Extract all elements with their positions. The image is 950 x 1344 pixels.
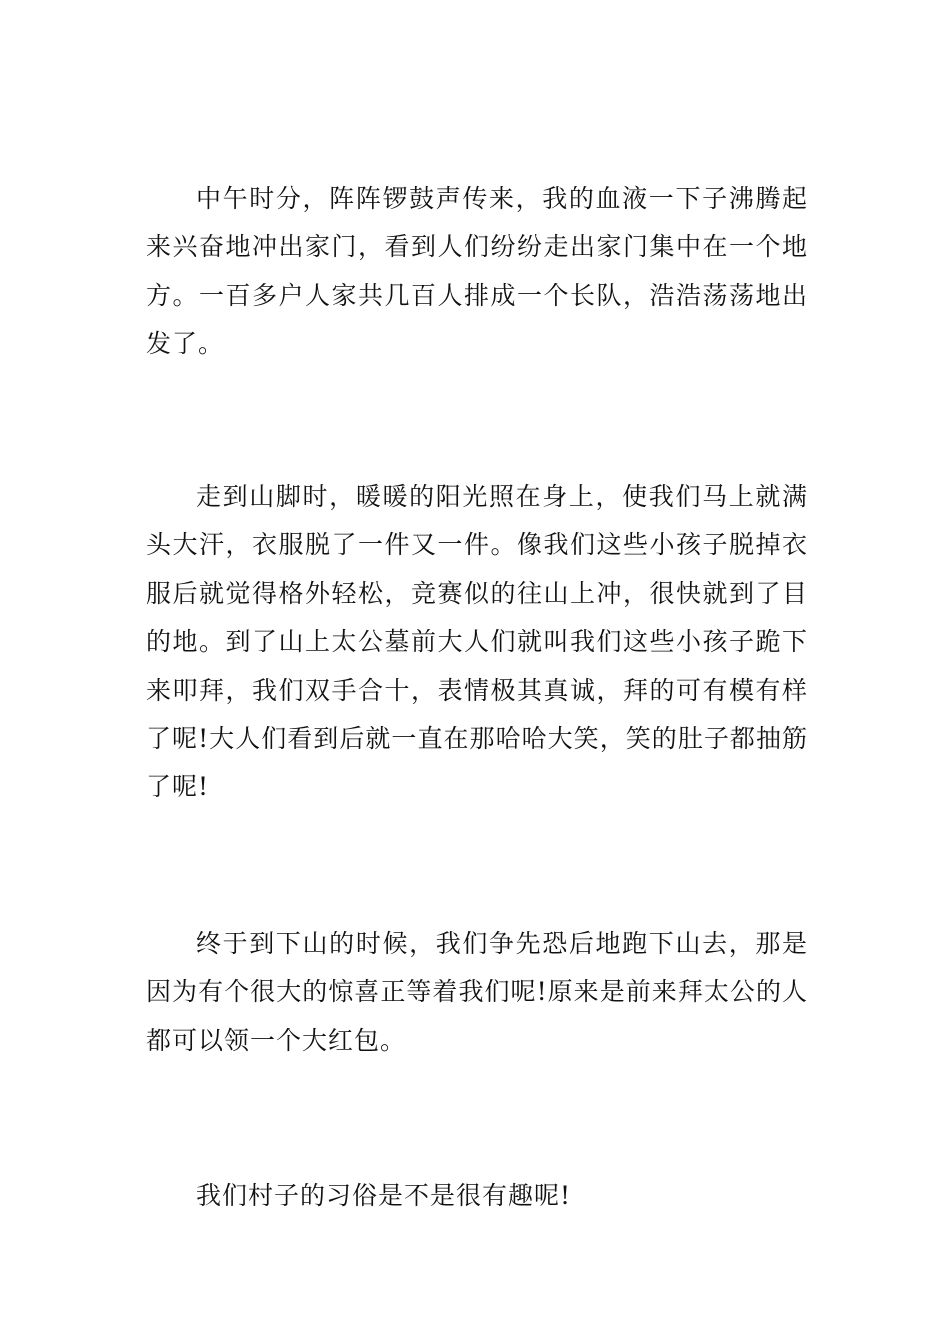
paragraph-red-envelope: 终于到下山的时候，我们争先恐后地跑下山去，那是因为有个很大的惊喜正等着我们呢!原来是前来拜太公的人都可以领一个大红包。 [146,929,808,1055]
paragraph-conclusion: 我们村子的习俗是不是很有趣呢! [196,1181,572,1210]
paragraph-mountain-worship: 走到山脚时，暖暖的阳光照在身上，使我们马上就满头大汗，衣服脱了一件又一件。像我们这些小孩子脱掉衣服后就觉得格外轻松，竞赛似的往山上冲，很快就到了目的地。到了山上太公墓前大人们就叫我们这些小孩子跪下来叩拜，我们双手合十，表情极其真诚，拜的可有模有样了呢!大人们看到后就一直在那哈哈大笑，笑的肚子都抽筋了呢! [146,482,808,802]
paragraph-noon-gathering: 中午时分，阵阵锣鼓声传来，我的血液一下子沸腾起来兴奋地冲出家门，看到人们纷纷走出家门集中在一个地方。一百多户人家共几百人排成一个长队，浩浩荡荡地出发了。 [146,184,808,359]
